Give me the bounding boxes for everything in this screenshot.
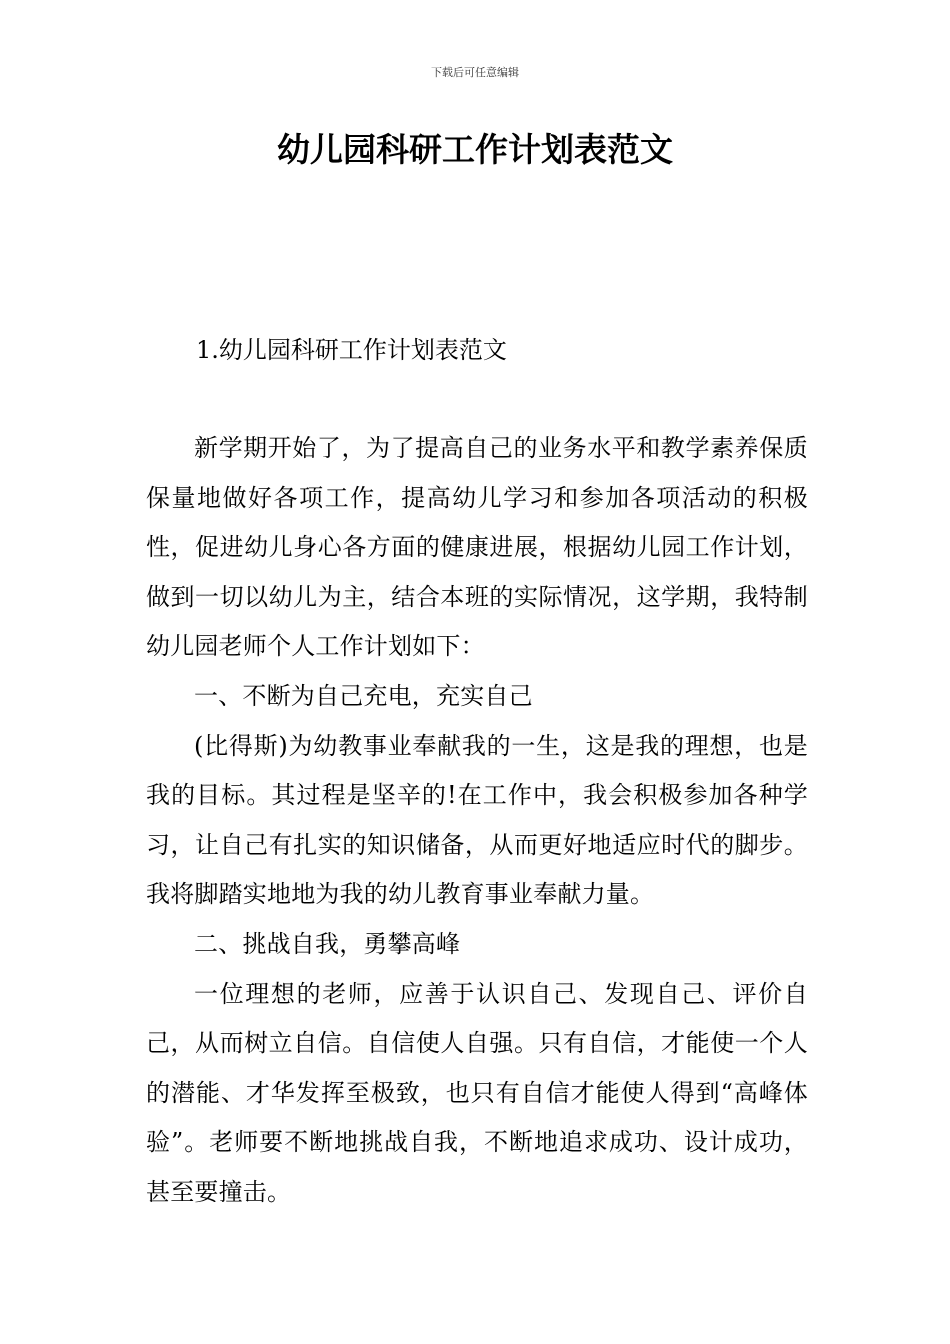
paragraph-challenge: 一位理想的老师，应善于认识自己、发现自己、评价自己，从而树立自信。自信使人自强。只有自信，才能使一个人的潜能、才华发挥至极致，也只有自信才能使人得到“高峰体验”。老师要不断地挑战自我，不断地追求成功、设计成功，甚至要撞击。 <box>146 979 808 1206</box>
paragraph-intro: 新学期开始了，为了提高自己的业务水平和教学素养保质保量地做好各项工作，提高幼儿学习和参加各项活动的积极性，促进幼儿身心各方面的健康进展，根据幼儿园工作计划，做到一切以幼儿为主，结合本班的实际情况，这学期，我特制幼儿园老师个人工作计划如下： <box>146 434 808 661</box>
subheading-recharge: 一、不断为自己充电，充实自己 <box>194 681 533 710</box>
paragraph-recharge: (比得斯)为幼教事业奉献我的一生，这是我的理想，也是我的目标。其过程是坚辛的!在工作中，我会积极参加各种学习，让自己有扎实的知识储备，从而更好地适应时代的脚步。我将脚踏实地地为我的幼儿教育事业奉献力量。 <box>146 731 808 909</box>
document-title: 幼儿园科研工作计划表范文 <box>277 130 673 169</box>
document-body <box>146 424 808 1218</box>
section-heading: 1.幼儿园科研工作计划表范文 <box>196 336 507 364</box>
subheading-challenge: 二、挑战自我，勇攀高峰 <box>194 929 461 958</box>
header-note: 下载后可任意编辑 <box>431 66 519 79</box>
